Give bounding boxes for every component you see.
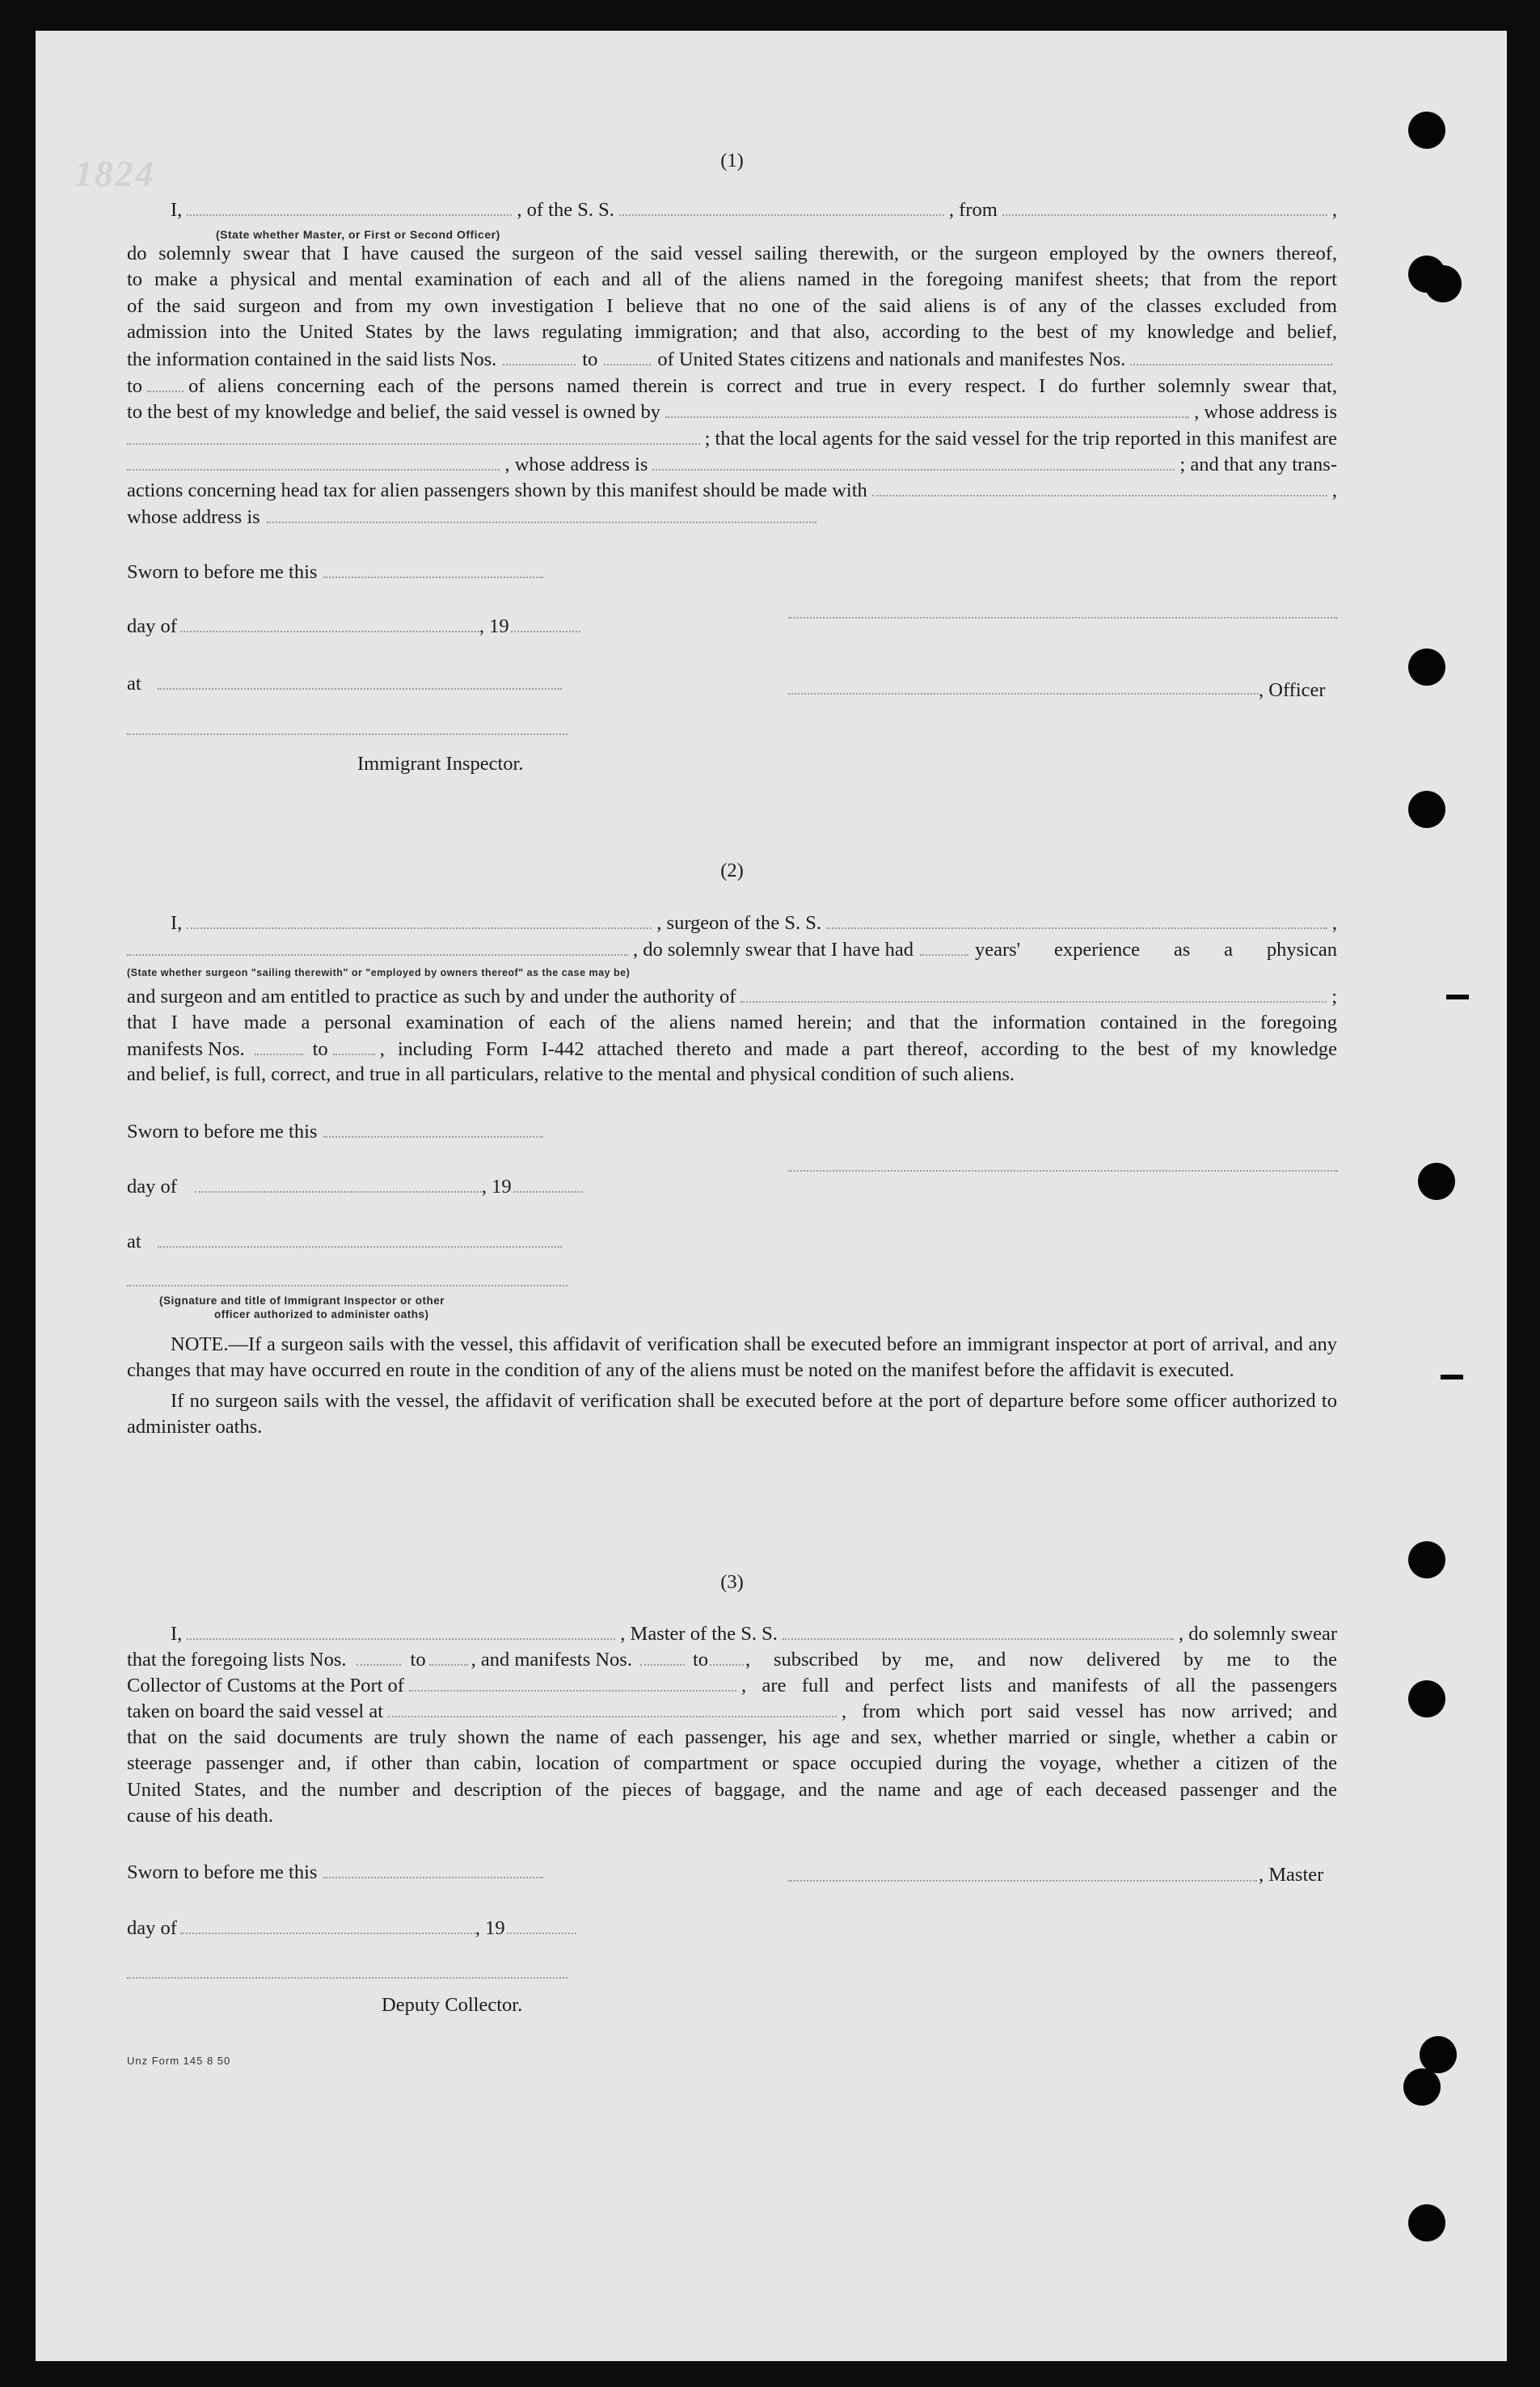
body-text: and surgeon and am entitled to practice as such by and under the authority of — [127, 986, 736, 1008]
binder-hole — [1408, 112, 1445, 149]
lists-from-field[interactable] — [357, 1646, 401, 1666]
master-name-field[interactable] — [187, 1620, 615, 1640]
inspector-label: Immigrant Inspector. — [357, 753, 524, 775]
owner-field[interactable] — [665, 399, 1189, 418]
to-text: to — [582, 349, 598, 370]
day-text: day of — [127, 615, 177, 637]
sworn-text: Sworn to before me this — [127, 1121, 318, 1143]
collector-label: Deputy Collector. — [382, 1994, 523, 2016]
day-text: day of — [127, 1176, 177, 1198]
pronoun-text: I, — [171, 199, 183, 221]
owner-address-field[interactable] — [127, 425, 700, 445]
comma-text: , — [1331, 480, 1337, 501]
to-text: to — [410, 1649, 426, 1671]
body-text: , subscribed by me, and now delivered by me to the — [745, 1649, 1337, 1671]
body-line: of the said surgeon and from my own investigation I believe that no one of the said aliens is of any of the classes excluded from — [127, 295, 1337, 317]
body-text: ; that the local agents for the said vessel for the trip reported in this manifest are — [704, 428, 1337, 450]
note-paragraph-1: NOTE.—If a surgeon sails with the vessel, this affidavit of verification shall be executed before an immigrant inspector at port of arrival, and any changes that may have occurred en route in the condition of any of the aliens must be noted on the manifest before the affidavit is executed. — [127, 1333, 1337, 1382]
to-text: to — [692, 1649, 709, 1671]
to-text: to — [127, 375, 143, 397]
binder-hole — [1408, 791, 1445, 828]
section-3-line-2 — [127, 1646, 1337, 1673]
body-text: , whose address is — [1194, 401, 1337, 423]
form-number: Unz Form 145 8 50 — [127, 2055, 231, 2067]
body-line: steerage passenger and, if other than cabin, location of compartment or space occupied during the voyage, whether a citizen of the — [127, 1752, 1337, 1774]
actions-line — [127, 477, 1337, 504]
authority-field[interactable] — [740, 983, 1327, 1003]
body-text: , do solemnly swear — [1179, 1623, 1337, 1645]
place-field[interactable] — [158, 670, 562, 690]
comma-text: , — [1331, 912, 1337, 934]
note-paragraph-2: If no surgeon sails with the vessel, the affidavit of verification shall be executed before at the port of departure before some officer authorized to administer oaths. — [127, 1389, 1337, 1439]
body-text: , from which port said vessel has now arrived; and — [842, 1700, 1337, 1722]
body-text: of aliens concerning each of the persons named therein is correct and true in every respect. I do further solemnly swear that, — [188, 375, 1337, 397]
margin-mark — [1441, 1375, 1463, 1379]
manifest-to-field[interactable] — [147, 373, 184, 392]
section-3-number: (3) — [720, 1571, 744, 1593]
at-text: at — [127, 1231, 141, 1253]
owned-line — [127, 399, 1337, 425]
section-2-line-3 — [127, 983, 1337, 1010]
sworn-line — [127, 1118, 1337, 1145]
body-text: Collector of Customs at the Port of — [127, 1675, 404, 1696]
body-text: , and manifests Nos. — [470, 1649, 632, 1671]
surgeon-name-field[interactable] — [187, 910, 652, 929]
note-block — [127, 1332, 1337, 1441]
info-line — [127, 346, 1337, 373]
day-line — [127, 1173, 1337, 1200]
officer-label: , Officer — [1259, 679, 1326, 701]
surgeon-status-field[interactable] — [127, 936, 628, 956]
year-text: , 19 — [481, 1176, 512, 1198]
binder-hole — [1408, 649, 1445, 686]
sworn-day-field[interactable] — [323, 1859, 543, 1878]
day-line — [127, 1915, 1337, 1941]
agents-field[interactable] — [127, 451, 500, 471]
at-text: at — [127, 673, 141, 695]
body-text: , whose address is — [504, 454, 648, 475]
binder-hole — [1408, 2204, 1445, 2241]
pronoun-text: I, — [171, 912, 183, 934]
collector-signature-line[interactable] — [127, 1975, 567, 1979]
year-text: , 19 — [475, 1917, 505, 1939]
master-vessel-field[interactable] — [783, 1620, 1174, 1640]
surgeon-caption: (State whether surgeon "sailing therewith" or "employed by owners thereof" as the case may be) — [127, 967, 631, 978]
from-text: , from — [948, 199, 998, 221]
margin-mark — [1446, 995, 1469, 999]
binder-hole — [1403, 2068, 1441, 2106]
year-text: , 19 — [479, 615, 509, 637]
body-line: to make a physical and mental examination of each and all of the aliens named in the foregoing manifest sheets; that from the report — [127, 268, 1337, 290]
binder-hole — [1420, 2036, 1457, 2073]
lists-to-field[interactable] — [429, 1646, 468, 1666]
section-3-line-4 — [127, 1698, 1337, 1725]
body-text: years' experience as a physican — [974, 939, 1337, 961]
signature-caption-2: officer authorized to administer oaths) — [214, 1308, 429, 1320]
binder-hole — [1418, 1163, 1455, 1200]
head-tax-party-field[interactable] — [872, 477, 1327, 496]
section-2-number: (2) — [720, 860, 744, 881]
manifests-from-field[interactable] — [640, 1646, 685, 1666]
comma-text: , — [1331, 199, 1337, 221]
sworn-text: Sworn to before me this — [127, 561, 318, 583]
form-sheet — [36, 31, 1507, 2361]
binder-hole — [1424, 265, 1462, 302]
binder-hole — [1408, 1680, 1445, 1717]
manifest-no-field[interactable] — [1130, 346, 1332, 365]
body-text: actions concerning head tax for alien passengers shown by this manifest should be made with — [127, 480, 867, 501]
body-line: United States, and the number and description of the pieces of baggage, and the name and age of each deceased passenger and the — [127, 1779, 1337, 1801]
to-line — [127, 373, 1337, 399]
day-month-field[interactable] — [180, 613, 479, 632]
year-field[interactable] — [513, 1173, 583, 1193]
of-ss-text: , of the S. S. — [517, 199, 614, 221]
sworn-day-field[interactable] — [323, 1118, 543, 1138]
to-text: to — [312, 1038, 328, 1060]
signature-caption-1: (Signature and title of Immigrant Inspector or other — [159, 1295, 445, 1307]
day-month-field[interactable] — [195, 1173, 482, 1193]
year-field[interactable] — [511, 613, 580, 632]
officer-name-line[interactable] — [788, 691, 1259, 695]
port-of-customs-field[interactable] — [409, 1672, 736, 1692]
body-text: that the foregoing lists Nos. — [127, 1649, 347, 1671]
section-2-line-1 — [127, 910, 1337, 936]
info-text: of United States citizens and nationals and manifestes Nos. — [657, 349, 1126, 370]
vessel-name-field[interactable] — [619, 196, 944, 216]
officer-caption: (State whether Master, or First or Second Officer) — [216, 228, 500, 241]
surgeon-signature-line[interactable] — [788, 1168, 1338, 1172]
page-number-mark: 1824 — [74, 153, 155, 194]
officer-name-field[interactable] — [187, 196, 512, 216]
body-text: taken on board the said vessel at — [127, 1700, 384, 1722]
inspector-signature-line[interactable] — [127, 732, 567, 735]
body-line: and belief, is full, correct, and true in all particulars, relative to the mental and physical condition of such aliens. — [127, 1063, 1015, 1085]
manifest-from-field[interactable] — [255, 1036, 303, 1055]
body-text: , Master of the S. S. — [620, 1623, 778, 1645]
section-3-line-3 — [127, 1672, 1337, 1699]
manifest-to-field[interactable] — [333, 1036, 375, 1055]
body-line: admission into the United States by the laws regulating immigration; and that also, according to the best of my knowledge and belief, — [127, 321, 1337, 343]
agents-line — [127, 425, 1337, 452]
port-from-field[interactable] — [1002, 196, 1327, 216]
body-line: that I have made a personal examination of each of the aliens named herein; and that the information contained in the foregoing — [127, 1012, 1337, 1033]
body-text: to the best of my knowledge and belief, the said vessel is owned by — [127, 401, 660, 423]
sworn-text: Sworn to before me this — [127, 1861, 318, 1883]
head-tax-address-field[interactable] — [267, 504, 816, 523]
body-text: , surgeon of the S. S. — [656, 912, 822, 934]
body-text: ; and that any trans- — [1179, 454, 1337, 475]
body-line: cause of his death. — [127, 1805, 273, 1827]
place-field[interactable] — [158, 1228, 562, 1248]
section-3 — [127, 1570, 1337, 2071]
section-2 — [127, 858, 1337, 1505]
manifests-to-field[interactable] — [710, 1646, 744, 1666]
sworn-line — [127, 559, 1337, 585]
year-field[interactable] — [507, 1915, 576, 1934]
master-signature-line[interactable] — [788, 1878, 1257, 1882]
section-2-line-5 — [127, 1036, 1337, 1063]
section-3-line-1 — [127, 1620, 1337, 1647]
sworn-day-field[interactable] — [323, 559, 543, 578]
list-from-field[interactable] — [503, 346, 576, 365]
body-text: , do solemnly swear that I have had — [633, 939, 913, 961]
agents-address-field[interactable] — [652, 451, 1175, 471]
master-label: , Master — [1259, 1864, 1324, 1886]
binder-hole — [1408, 1541, 1445, 1578]
body-text: ; — [1331, 986, 1337, 1008]
section-1 — [127, 148, 1337, 795]
port-boarded-field[interactable] — [388, 1698, 837, 1717]
body-text: , including Form I-442 attached thereto and made a part thereof, according to the best of my knowledge — [379, 1038, 1337, 1060]
day-text: day of — [127, 1917, 177, 1939]
body-text: , are full and perfect lists and manifests of all the passengers — [740, 1675, 1337, 1696]
section-1-number: (1) — [720, 150, 744, 171]
day-month-field[interactable] — [180, 1915, 475, 1934]
info-text: the information contained in the said lists Nos. — [127, 349, 497, 370]
sworn-line — [127, 1859, 1337, 1886]
body-text: whose address is — [127, 506, 260, 528]
body-line: that on the said documents are truly shown the name of each passenger, his age and sex, whether married or single, whether a cabin or — [127, 1726, 1337, 1748]
address-line — [127, 451, 1337, 478]
whose-line — [127, 504, 1337, 530]
at-line — [127, 1228, 1337, 1255]
section-1-line-1 — [127, 196, 1337, 223]
years-experience-field[interactable] — [920, 936, 968, 956]
surgeon-vessel-field[interactable] — [826, 910, 1327, 929]
list-to-field[interactable] — [604, 346, 651, 365]
body-text: manifests Nos. — [127, 1038, 245, 1060]
pronoun-text: I, — [171, 1623, 183, 1645]
inspector-signature-line[interactable] — [127, 1283, 567, 1286]
day-line — [127, 613, 1337, 640]
body-line: do solemnly swear that I have caused the surgeon of the said vessel sailing therewith, or the surgeon employed by the owners thereof, — [127, 243, 1337, 264]
